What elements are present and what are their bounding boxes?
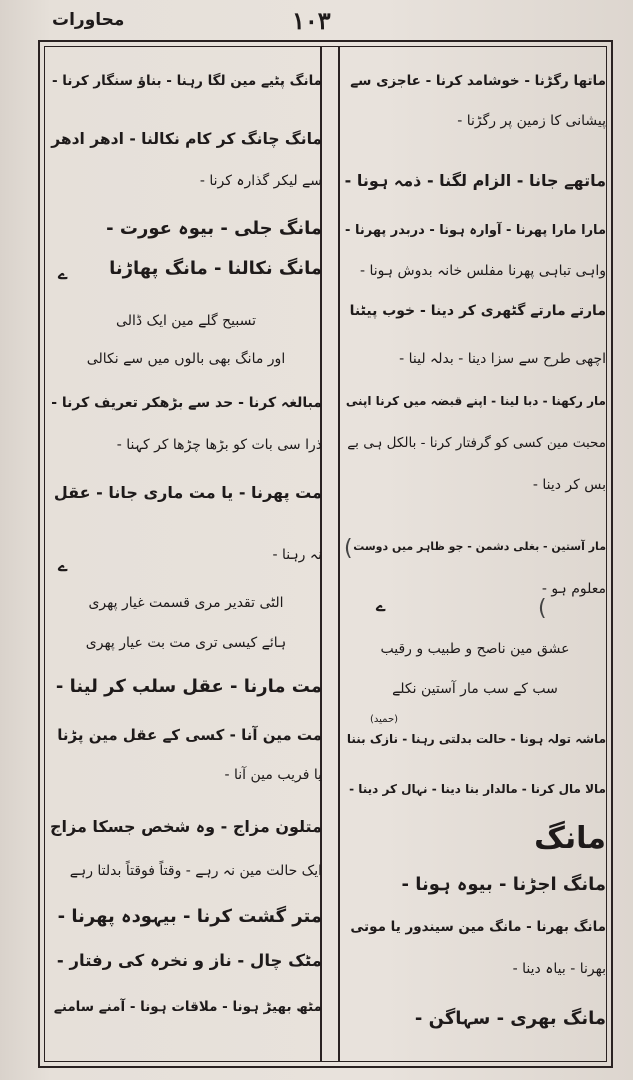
entry-line: نہ رہنا - [272, 547, 322, 563]
entry-line: مانگ جلی - بیوہ عورت - [106, 218, 322, 239]
entry-line: ایک حالت مین نہ رہے - وقتاً فوقتاً بدلتا رہے [69, 863, 322, 879]
entry-line: سے لیکر گذارہ کرنا - [199, 173, 322, 189]
entry-line: ماتھے جانا - الزام لگنا - ذمہ ہونا - [344, 171, 606, 190]
entry-line: ماتھا رگڑنا - خوشامد کرنا - عاجزی سے [350, 73, 606, 89]
verse-line: اور مانگ بھی بالوں میں سے نکالی [86, 351, 286, 367]
entry-line: مالا مال کرنا - مالدار بنا دینا - نہال کر دینا - [349, 782, 606, 796]
entry-line: اچھی طرح سے سزا دینا - بدلہ لینا - [399, 351, 606, 367]
running-title: محاورات [52, 10, 125, 30]
entry-line: متر گشت کرنا - بیہودہ پھرنا - [57, 906, 322, 927]
verse-mark: ے [376, 596, 386, 615]
entry-line: مانگ پٹیے مین لگا رہنا - بناؤ سنگار کرنا - [52, 73, 322, 89]
verse-line: ہائے کیسی تری مت بت عیار پھری [85, 635, 287, 651]
entry-line: متلون مزاج - وہ شخص جسکا مزاج [49, 817, 322, 836]
entry-line: مٹھ بھیڑ ہونا - ملاقات ہونا - آمنے سامنے [53, 999, 322, 1015]
margin-paren: ( [344, 536, 353, 561]
entry-line: مت مین آنا - کسی کے عقل مین پڑنا [57, 726, 322, 744]
entry-line: مت مارنا - عقل سلب کر لینا - [55, 676, 322, 697]
entry-line: ذرا سی بات کو بڑھا چڑھا کر کہنا - [116, 437, 322, 453]
entry-line: ماشہ تولہ ہونا - حالت بدلتی رہنا - نازک بننا [346, 732, 606, 746]
entry-line: مانگ بھری - سہاگن - [414, 1008, 606, 1029]
entry-line: مبالغہ کرنا - حد سے بڑھکر تعریف کرنا - [51, 395, 322, 411]
verse-line: سب کے سب مار آستین نکلے [392, 681, 558, 697]
entry-line: یا فریب مین آنا - [224, 767, 322, 783]
verse-mark: ے [58, 556, 68, 575]
entry-line: بھرنا - بیاہ دینا - [512, 961, 606, 977]
entry-line: پیشانی کا زمین پر رگڑنا - [457, 113, 606, 129]
entry-line: معلوم ہو - [541, 581, 606, 597]
verse-line: الٹی تقدیر مری قسمت غیار پھری [88, 595, 284, 611]
section-heading: مانگ [534, 821, 606, 856]
entry-line: مانگ اجڑنا - بیوہ ہونا - [401, 874, 606, 895]
entry-line: مت پھرنا - یا مت ماری جانا - عقل [53, 483, 322, 502]
right-column [344, 50, 606, 1060]
page-number: ۱۰۳ [292, 6, 331, 35]
margin-note: (حمید) [370, 714, 399, 725]
entry-line: مانگ بھرنا - مانگ مین سیندور یا موتی [350, 919, 606, 935]
entry-line: مٹک چال - ناز و نخرہ کی رفتار - [56, 951, 322, 970]
left-column [50, 50, 322, 1060]
page-header [0, 6, 633, 40]
entry-line: مانگ چانگ کر کام نکالنا - ادھر ادھر [51, 130, 322, 148]
column-divider-right [338, 46, 340, 1062]
entry-line: واہی تباہی پھرنا مفلس خانہ بدوش ہونا - [360, 263, 606, 279]
entry-line: محبت مین کسی کو گرفتار کرنا - بالکل ہی بے [347, 435, 606, 451]
entry-line: مارتے مارتے گٹھری کر دینا - خوب پیٹنا [349, 303, 606, 319]
verse-line: عشق مین ناصح و طبیب و رقیب [380, 641, 570, 657]
entry-line: مار رکھنا - دبا لینا - اپنے قبضہ میں کرنا اپنی [345, 394, 606, 408]
entry-line: بس کر دینا - [532, 477, 606, 493]
entry-line: مانگ نکالنا - مانگ پھاڑنا [109, 258, 322, 279]
margin-paren: ( [538, 596, 547, 621]
entry-line: مارا مارا پھرنا - آوارہ ہونا - دربدر پھرنا - [345, 223, 606, 238]
verse-mark: ے [58, 264, 68, 283]
verse-line: تسبیح گلے مین ایک ڈالی [116, 313, 256, 329]
entry-line: مار آستین - بغلی دشمن - جو ظاہر میں دوست [353, 540, 606, 553]
